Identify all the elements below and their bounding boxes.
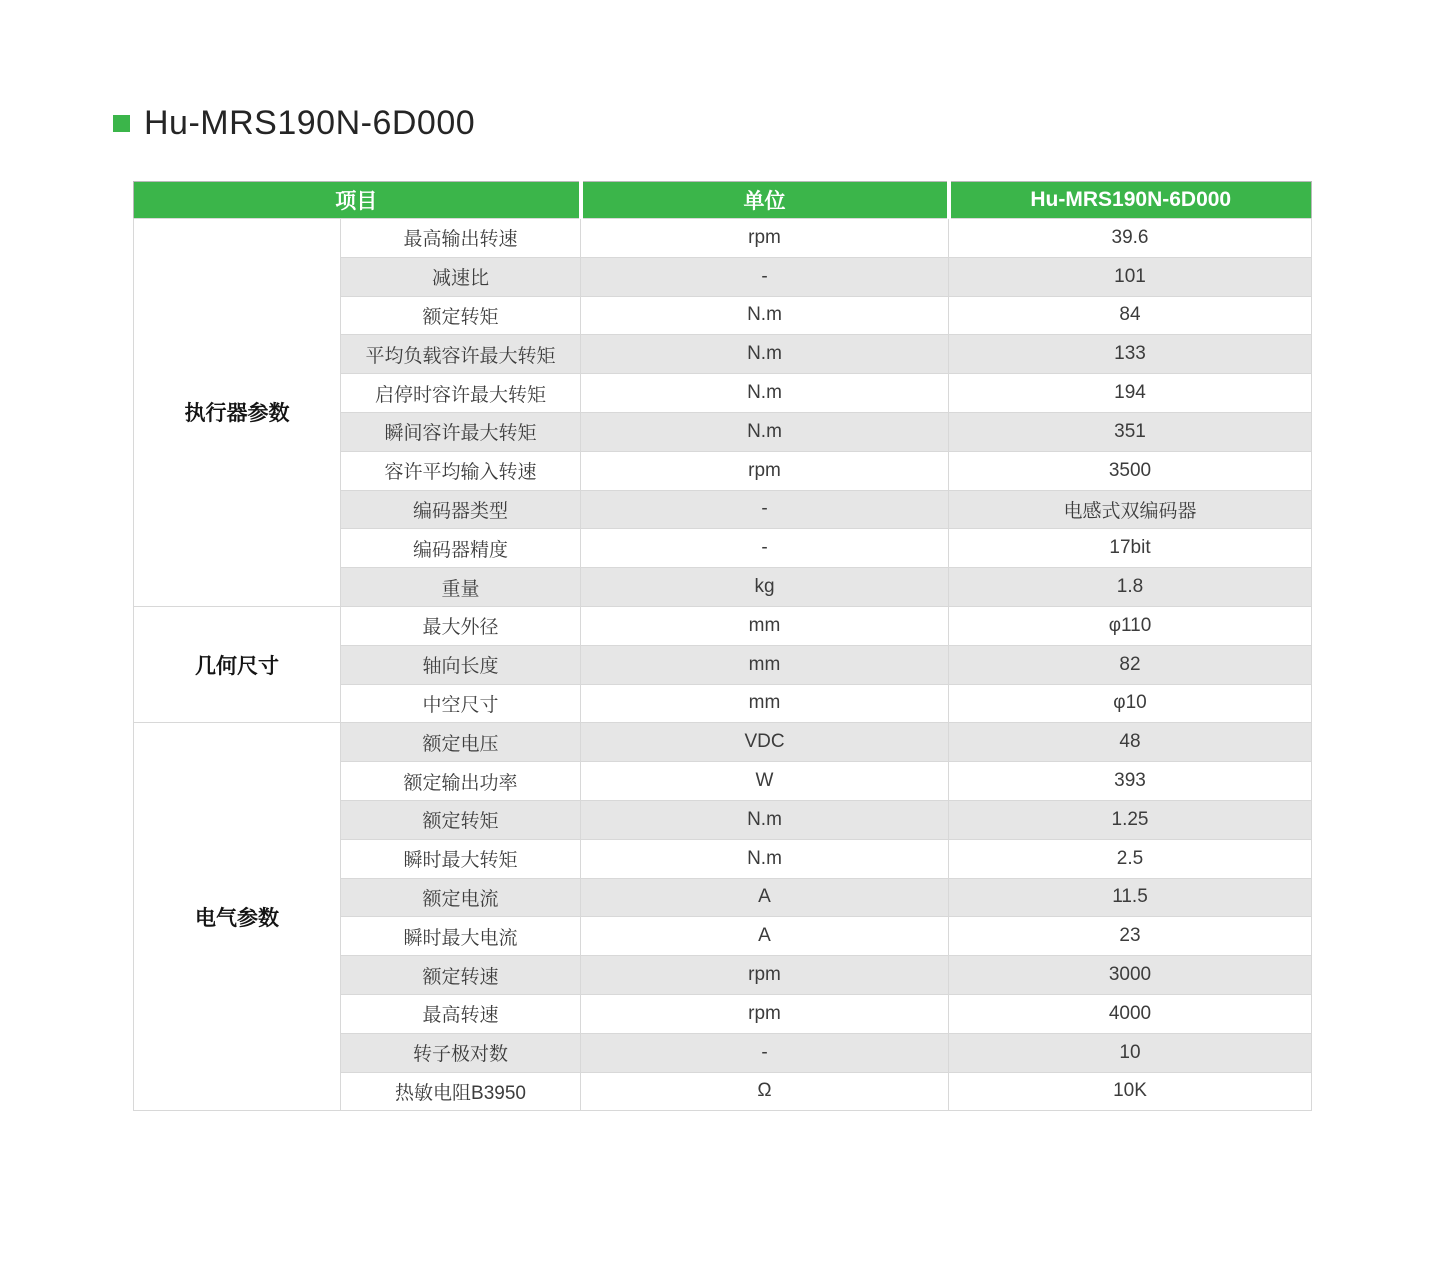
- unit-cell: rpm: [581, 219, 949, 258]
- table-row: [134, 723, 1312, 762]
- value-cell: 351: [949, 412, 1312, 451]
- value-cell: φ110: [949, 606, 1312, 645]
- value-cell: φ10: [949, 684, 1312, 723]
- unit-cell: rpm: [581, 994, 949, 1033]
- header-model: Hu-MRS190N-6D000: [949, 182, 1312, 219]
- value-cell: 10K: [949, 1072, 1312, 1111]
- unit-cell: N.m: [581, 374, 949, 413]
- unit-cell: N.m: [581, 296, 949, 335]
- item-cell: 编码器类型: [341, 490, 581, 529]
- unit-cell: -: [581, 529, 949, 568]
- page-title-row: [113, 104, 475, 143]
- table-row: [134, 219, 1312, 258]
- green-square-bullet-icon: [113, 115, 130, 132]
- item-cell: 热敏电阻B3950: [341, 1072, 581, 1111]
- item-cell: 启停时容许最大转矩: [341, 374, 581, 413]
- item-cell: 编码器精度: [341, 529, 581, 568]
- item-cell: 平均负载容许最大转矩: [341, 335, 581, 374]
- unit-cell: -: [581, 1033, 949, 1072]
- value-cell: 48: [949, 723, 1312, 762]
- item-cell: 瞬时最大电流: [341, 917, 581, 956]
- value-cell: 1.8: [949, 568, 1312, 607]
- header-item: 项目: [134, 182, 581, 219]
- unit-cell: VDC: [581, 723, 949, 762]
- value-cell: 1.25: [949, 800, 1312, 839]
- value-cell: 电感式双编码器: [949, 490, 1312, 529]
- section-label-geometry: 几何尺寸: [134, 606, 341, 722]
- item-cell: 额定输出功率: [341, 762, 581, 801]
- item-cell: 减速比: [341, 257, 581, 296]
- value-cell: 194: [949, 374, 1312, 413]
- item-cell: 瞬时最大转矩: [341, 839, 581, 878]
- value-cell: 82: [949, 645, 1312, 684]
- item-cell: 额定电压: [341, 723, 581, 762]
- value-cell: 4000: [949, 994, 1312, 1033]
- unit-cell: -: [581, 490, 949, 529]
- item-cell: 额定转矩: [341, 800, 581, 839]
- value-cell: 3500: [949, 451, 1312, 490]
- item-cell: 最大外径: [341, 606, 581, 645]
- unit-cell: mm: [581, 645, 949, 684]
- value-cell: 3000: [949, 956, 1312, 995]
- table-header-row: [134, 182, 1312, 219]
- item-cell: 中空尺寸: [341, 684, 581, 723]
- value-cell: 23: [949, 917, 1312, 956]
- unit-cell: rpm: [581, 451, 949, 490]
- unit-cell: N.m: [581, 412, 949, 451]
- item-cell: 轴向长度: [341, 645, 581, 684]
- item-cell: 额定电流: [341, 878, 581, 917]
- value-cell: 84: [949, 296, 1312, 335]
- unit-cell: mm: [581, 606, 949, 645]
- value-cell: 393: [949, 762, 1312, 801]
- unit-cell: N.m: [581, 800, 949, 839]
- unit-cell: N.m: [581, 335, 949, 374]
- unit-cell: rpm: [581, 956, 949, 995]
- item-cell: 最高输出转速: [341, 219, 581, 258]
- value-cell: 17bit: [949, 529, 1312, 568]
- value-cell: 2.5: [949, 839, 1312, 878]
- unit-cell: mm: [581, 684, 949, 723]
- page-title: Hu-MRS190N-6D000: [144, 104, 476, 142]
- unit-cell: kg: [581, 568, 949, 607]
- value-cell: 39.6: [949, 219, 1312, 258]
- item-cell: 额定转矩: [341, 296, 581, 335]
- value-cell: 133: [949, 335, 1312, 374]
- item-cell: 额定转速: [341, 956, 581, 995]
- item-cell: 瞬间容许最大转矩: [341, 412, 581, 451]
- spec-table: [133, 181, 1312, 1111]
- unit-cell: A: [581, 917, 949, 956]
- unit-cell: Ω: [581, 1072, 949, 1111]
- item-cell: 重量: [341, 568, 581, 607]
- item-cell: 容许平均输入转速: [341, 451, 581, 490]
- value-cell: 10: [949, 1033, 1312, 1072]
- unit-cell: N.m: [581, 839, 949, 878]
- table-row: [134, 606, 1312, 645]
- section-label-actuator: 执行器参数: [134, 219, 341, 607]
- section-label-electrical: 电气参数: [134, 723, 341, 1111]
- unit-cell: A: [581, 878, 949, 917]
- header-unit: 单位: [581, 182, 949, 219]
- unit-cell: -: [581, 257, 949, 296]
- item-cell: 转子极对数: [341, 1033, 581, 1072]
- unit-cell: W: [581, 762, 949, 801]
- item-cell: 最高转速: [341, 994, 581, 1033]
- value-cell: 101: [949, 257, 1312, 296]
- value-cell: 11.5: [949, 878, 1312, 917]
